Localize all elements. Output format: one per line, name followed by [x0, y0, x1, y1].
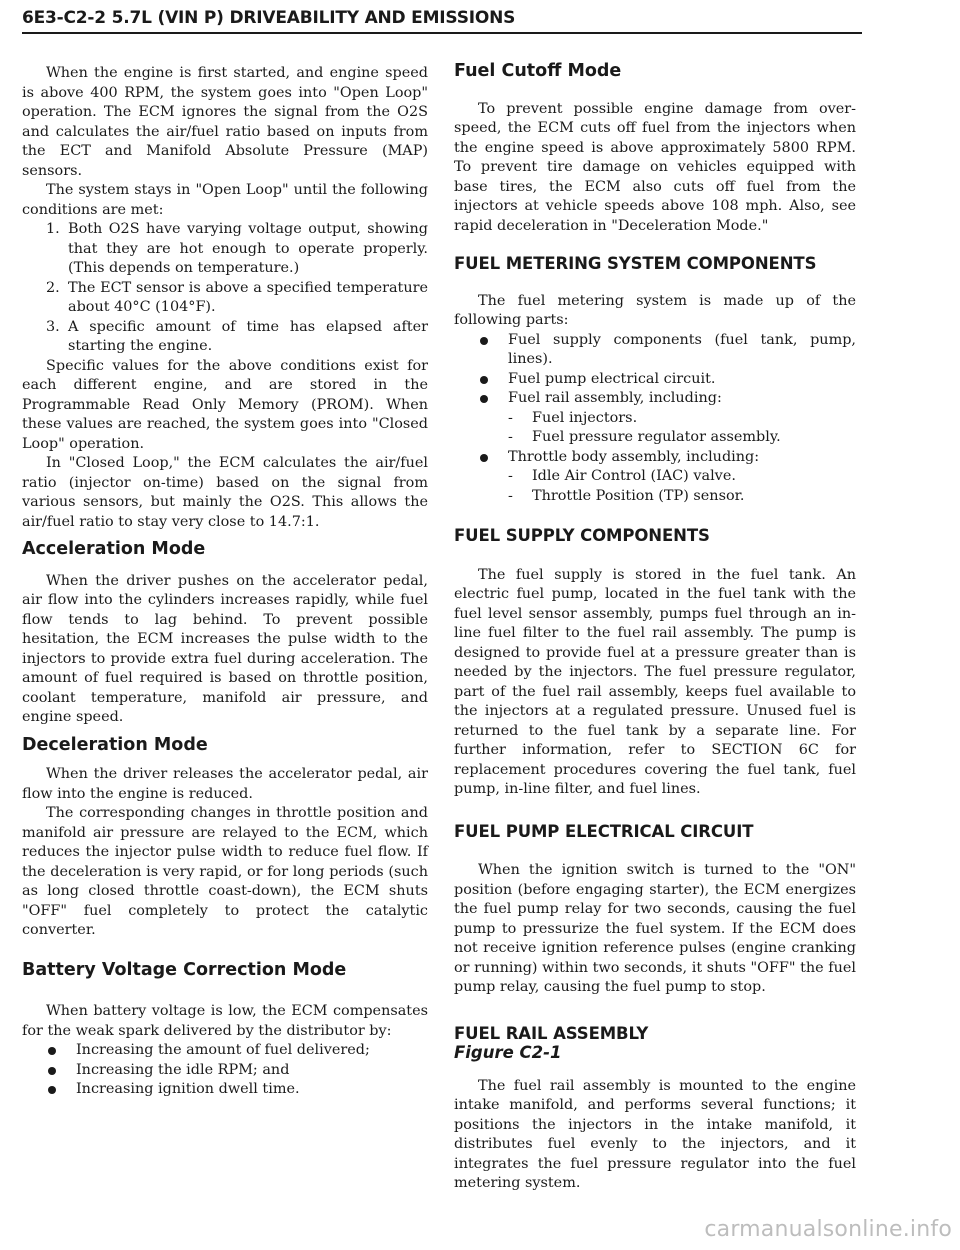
paragraph: When the driver pushes on the accelerator pedal, air flow into the cylinders increases rapidly, while fuel flow tends to lag behind. To prevent possible hesitation, the ECM increases the pulse width to the injectors to provide extra fuel during acceleration. The amount of fuel required is based on throttle position, coolant temperature, manifold air pressure, and engine speed. [22, 572, 428, 725]
sub-list-item [454, 487, 856, 507]
bullet-icon [478, 389, 508, 409]
paragraph: To prevent possible engine damage from over-speed, the ECM cuts off fuel from the injectors when the engine speed is above approximately 5800 RPM. To prevent tire damage on vehicles equipped with base tires, the ECM also cuts off fuel from the injectors at vehicle speeds above 108 mph. Also, see rapid deceleration in "Deceleration Mode." [454, 100, 856, 234]
figure-reference: Figure C2-1 [454, 1043, 562, 1062]
battery-voltage-heading: Battery Voltage Correction Mode [22, 959, 347, 980]
dash-marker: - [508, 429, 513, 445]
bullet-icon [46, 1041, 76, 1061]
sub-list-item [454, 409, 856, 429]
list-item [22, 279, 428, 318]
fuel-metering-heading: FUEL METERING SYSTEM COMPONENTS [454, 254, 817, 273]
paragraph: The fuel rail assembly is mounted to the engine intake manifold, and performs several functions; it positions the injectors in the intake manifold, it distributes fuel evenly to the injectors, and it integrates the fuel pressure regulator into the fuel metering system. [454, 1077, 856, 1191]
list-item [22, 1061, 428, 1081]
bullet-icon [46, 1061, 76, 1081]
page-header: 6E3-C2-2 5.7L (VIN P) DRIVEABILITY AND EMISSIONS [22, 8, 862, 34]
bullet-icon [478, 331, 508, 370]
deceleration-heading: Deceleration Mode [22, 734, 208, 755]
fuel-rail-heading: FUEL RAIL ASSEMBLY [454, 1023, 649, 1043]
list-item [22, 1041, 428, 1061]
paragraph: The corresponding changes in throttle position and manifold air pressure are relayed to the ECM, which reduces the injector pulse width to reduce fuel flow. If the deceleration is very rapid, or for long periods (such as long closed throttle coast-down), the ECM shuts "OFF" fuel completely to protect the catalytic converter. [22, 805, 428, 938]
paragraph: The system stays in "Open Loop" until the following conditions are met: [22, 182, 428, 218]
paragraph: The fuel supply is stored in the fuel tank. An electric fuel pump, located in the fuel tank with the fuel level sensor assembly, pumps fuel through an in-line fuel filter to the fuel rail assembly. The pump is designed to provide fuel at a pressure greater than is needed by the injectors. The fuel pressure regulator, part of the fuel rail assembly, keeps fuel available to the injectors at a regulated pressure. Unused fuel is returned to the fuel tank by a separate line. For further information, refer to SECTION 6C for replacement procedures covering the fuel tank, fuel pump, in-line filter, and fuel lines. [454, 566, 856, 797]
list-text: Fuel injectors. [532, 409, 638, 426]
list-text: Increasing the amount of fuel delivered; [76, 1042, 370, 1058]
list-text: Increasing the idle RPM; and [76, 1061, 290, 1078]
list-item [22, 220, 428, 279]
list-item [22, 318, 428, 357]
left-column [22, 64, 428, 1100]
list-number: 2. [46, 279, 60, 296]
list-item [454, 448, 856, 468]
list-text: Fuel pressure regulator assembly. [532, 429, 781, 445]
battery-list [22, 1041, 428, 1100]
dash-marker: - [508, 468, 513, 484]
dash-marker: - [508, 409, 513, 426]
acceleration-heading: Acceleration Mode [22, 539, 206, 559]
list-text: The ECT sensor is above a specified temperature about 40°C (104°F). [68, 279, 428, 315]
right-column [454, 62, 856, 1194]
metering-list [454, 331, 856, 507]
list-text: Fuel supply components (fuel tank, pump, lines). [508, 331, 856, 367]
list-text: Idle Air Control (IAC) valve. [532, 468, 736, 484]
dash-marker: - [508, 487, 513, 504]
list-text: A specific amount of time has elapsed after starting the engine. [68, 318, 428, 354]
list-text: Fuel rail assembly, including: [508, 390, 722, 406]
list-number: 3. [46, 318, 60, 335]
paragraph: The fuel metering system is made up of the following parts: [454, 292, 856, 328]
bullet-icon [478, 448, 508, 468]
paragraph: When the driver releases the accelerator pedal, air flow into the engine is reduced. [22, 766, 428, 802]
bullet-icon [478, 370, 508, 390]
list-item [454, 331, 856, 370]
list-text: Increasing ignition dwell time. [76, 1081, 300, 1097]
paragraph: When the ignition switch is turned to the "ON" position (before engaging starter), the ECM energizes the fuel pump relay for two seconds, causing the fuel pump to pressurize the fuel system. If the ECM does not receive ignition reference pulses (engine cranking or running) within two seconds, it shuts "OFF" the fuel pump relay, causing the fuel pump to stop. [454, 862, 856, 995]
fuel-cutoff-heading: Fuel Cutoff Mode [454, 61, 622, 81]
list-text: Throttle Position (TP) sensor. [532, 487, 745, 504]
watermark: carmanualsonline.info [704, 1217, 952, 1242]
list-text: Throttle body assembly, including: [508, 448, 760, 465]
paragraph: In "Closed Loop," the ECM calculates the air/fuel ratio (injector on-time) based on the signal from various sensors, but mainly the O2S. This allows the air/fuel ratio to stay very close to 14.7:1. [22, 455, 428, 530]
paragraph: Specific values for the above conditions exist for each different engine, and are stored in the Programmable Read Only Memory (PROM). When these values are reached, the system goes into "Closed Loop" operation. [22, 357, 428, 452]
paragraph: When battery voltage is low, the ECM compensates for the weak spark delivered by the distributor by: [22, 1003, 428, 1039]
conditions-list [22, 220, 428, 357]
fuel-supply-heading: FUEL SUPPLY COMPONENTS [454, 526, 710, 545]
bullet-icon [46, 1080, 76, 1100]
sub-list-item [454, 467, 856, 487]
sub-list-item [454, 428, 856, 448]
list-item [22, 1080, 428, 1100]
list-item [454, 389, 856, 409]
fuel-pump-circuit-heading: FUEL PUMP ELECTRICAL CIRCUIT [454, 821, 754, 841]
list-text: Fuel pump electrical circuit. [508, 370, 716, 387]
list-item [454, 370, 856, 390]
paragraph: When the engine is first started, and engine speed is above 400 RPM, the system goes into "Open Loop" operation. The ECM ignores the signal from the O2S and calculates the air/fuel ratio based on inputs from the ECT and Manifold Absolute Pressure (MAP) sensors. [22, 65, 428, 179]
list-number: 1. [46, 221, 60, 237]
list-text: Both O2S have varying voltage output, showing that they are hot enough to operate properly. (This depends on temperature.) [68, 221, 428, 276]
